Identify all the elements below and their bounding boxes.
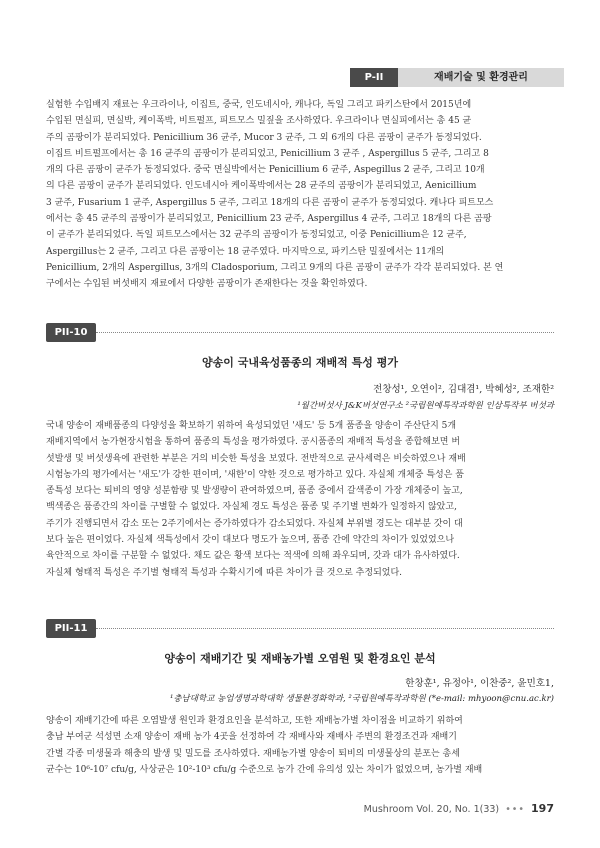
text-line: 간별 각종 미생물과 해충의 발생 및 밀도를 조사하였다. 재배농가별 양송이 퇴비의 미생물상의 분포는 총세 — [46, 748, 460, 759]
text-line: 양송이 재배기간에 따른 오염발생 원인과 환경요인을 분석하고, 또한 재배농가별 차이점을 비교하기 위하여 — [46, 716, 463, 726]
article-tag: PII-10 — [46, 323, 96, 342]
text-line: 백색종은 품종간의 차이를 구별할 수 없었다. 자실체 경도 특성은 품종 및 주기별 변화가 일정하지 않았고, — [46, 502, 457, 513]
article-affiliations: ¹월간버섯사 J&K버섯연구소 ²국립원예특작과학원 인삼특작부 버섯과 — [297, 401, 554, 411]
text-line: 시험농가의 평가에서는 '새도'가 강한 편이며, '새한'이 약한 것으로 평가하고 있다. 자실체 개체중 특성은 품 — [46, 469, 464, 480]
text-line: 에서는 총 45 균주의 곰팡이가 분리되었고, Penicillium 23 균주, Aspergillus 4 균주, 그리고 18개의 다른 곰팡 — [46, 214, 492, 225]
text-line: Aspergillus는 2 균주, 그리고 다른 곰팡이는 18 균주였다. 마지막으로, 파키스탄 밀짚에서는 11개의 — [46, 246, 445, 257]
text-line: 주의 곰팡이가 분리되었다. Penicillium 36 균주, Mucor 3 균주, 그 외 6개의 다른 곰팡이 균주가 동정되었다. — [46, 132, 482, 143]
text-line: 균수는 10⁶-10⁷ cfu/g, 사상균은 10²-10³ cfu/g 수준으로 농가 간에 유의성 있는 차이가 없었으며, 농가별 재배 — [46, 764, 483, 775]
text-line: 국내 양송이 재배품종의 다양성을 확보하기 위하여 육성되었던 '새도' 등 5개 품종을 양송이 주산단지 5개 — [46, 421, 457, 431]
section-topic: 재배기술 및 환경관리 — [398, 68, 564, 87]
text-line: 섯발생 및 버섯생육에 관련한 부분은 거의 비슷한 특성을 보였다. 전반적으로 균사세력은 비슷하였으나 재배 — [46, 453, 466, 464]
text-line: 충남 부여군 석성면 소재 양송이 재배 농가 4곳을 선정하여 각 재배사와 재배사 주변의 환경조건과 재배기 — [46, 732, 457, 743]
text-line: Penicillium, 2개의 Aspergillus, 3개의 Cladosporium, 그리고 9개의 다른 곰팡이 균주가 각각 분리되었다. 본 연 — [46, 262, 504, 273]
text-line: 수입된 면실피, 면실박, 케이폭박, 비트펄프, 피트모스 밀짚을 조사하였다. 우크라이나 면실피에서는 총 45 균 — [46, 116, 472, 127]
text-line: 실험한 수입배지 재료는 우크라이나, 이집트, 중국, 인도네시아, 캐나다, 독일 그리고 파키스탄에서 2015년에 — [46, 100, 472, 110]
page-footer — [364, 802, 554, 815]
divider — [96, 628, 554, 629]
article-body — [46, 418, 554, 581]
article-body — [46, 713, 554, 778]
footer-dots: ••• — [505, 804, 525, 815]
page-number: 197 — [531, 802, 554, 815]
section-header — [350, 68, 564, 87]
article-title: 양송이 국내육성품종의 재배적 특성 평가 — [202, 356, 398, 369]
article-affiliations: ¹충남대학교 농업생명과학대학 생물환경화학과, ²국립원예특작과학원 (*e-mail: mhyoon@cnu.ac.kr) — [169, 694, 554, 704]
text-line: 3 균주, Fusarium 1 균주, Aspergillus 5 균주, 그리고 18개의 다른 곰팡이 균주가 동정되었다. 캐나다 피트모스 — [46, 197, 494, 208]
text-line: 의 다른 곰팡이 균주가 분리되었다. 인도네시아 케이폭박에서는 28 균주의 곰팡이가 분리되었고, Aenicillium — [46, 181, 477, 192]
article-title: 양송이 재배기간 및 재배농가별 오염원 및 환경요인 분석 — [164, 652, 436, 665]
article-authors: 한창훈¹, 유정아¹, 이찬중², 윤민호1, — [405, 678, 554, 689]
text-line: 주기가 진행되면서 감소 또는 2주기에서는 증가하였다가 감소되었다. 자실체 부위별 경도는 대부분 갓이 대 — [46, 518, 463, 529]
article-authors: 전창성¹, 오연이², 김대겸¹, 박혜성², 조재한² — [373, 384, 554, 395]
text-line: 육안적으로 차이를 구분할 수 없었다. 채도 값은 황색 보다는 적색에 의해 좌우되며, 갓과 대가 유사하였다. — [46, 551, 460, 562]
divider — [96, 332, 554, 333]
text-line: 자실체 형태적 특성은 주기별 형태적 특성과 수확시기에 따른 차이가 클 것으로 추정되었다. — [46, 567, 403, 578]
text-line: 이 균주가 분리되었다. 독일 피트모스에서는 32 균주의 곰팡이가 동정되었고, 이중 Penicillium은 12 균주, — [46, 230, 467, 241]
text-line: 구에서는 수입된 버섯배지 재료에서 다양한 곰팡이가 존재한다는 것을 확인하였다. — [46, 279, 368, 290]
text-line: 재배지역에서 농가현장시험을 통하여 품종의 특성을 평가하였다. 공시품종의 재배적 특성을 종합해보면 버 — [46, 437, 461, 448]
journal-name: Mushroom Vol. 20, No. 1(33) — [363, 804, 500, 815]
text-line: 개의 다른 곰팡이 균주가 동정되었다. 중국 면실박에서는 Penicillium 6 균주, Aspegillus 2 균주, 그리고 10개 — [46, 165, 485, 176]
text-line: 종특성 보다는 퇴비의 영양 성분함량 및 발생량이 관여하였으며, 품종 중에서 갈색종이 가장 개체중이 높고, — [46, 486, 463, 497]
section-code: P-II — [350, 68, 398, 87]
article-tag: PII-11 — [46, 619, 96, 638]
intro-paragraph — [46, 97, 554, 293]
text-line: 이집트 비트펄프에서는 총 16 균주의 곰팡이가 분리되었고, Penicillium 3 균주 , Aspergillus 5 균주, 그리고 8 — [46, 148, 489, 159]
text-line: 보다 높은 편이었다. 자실체 색특성에서 갓이 대보다 명도가 높으며, 품종 간에 약간의 차이가 있었었으나 — [46, 535, 455, 546]
